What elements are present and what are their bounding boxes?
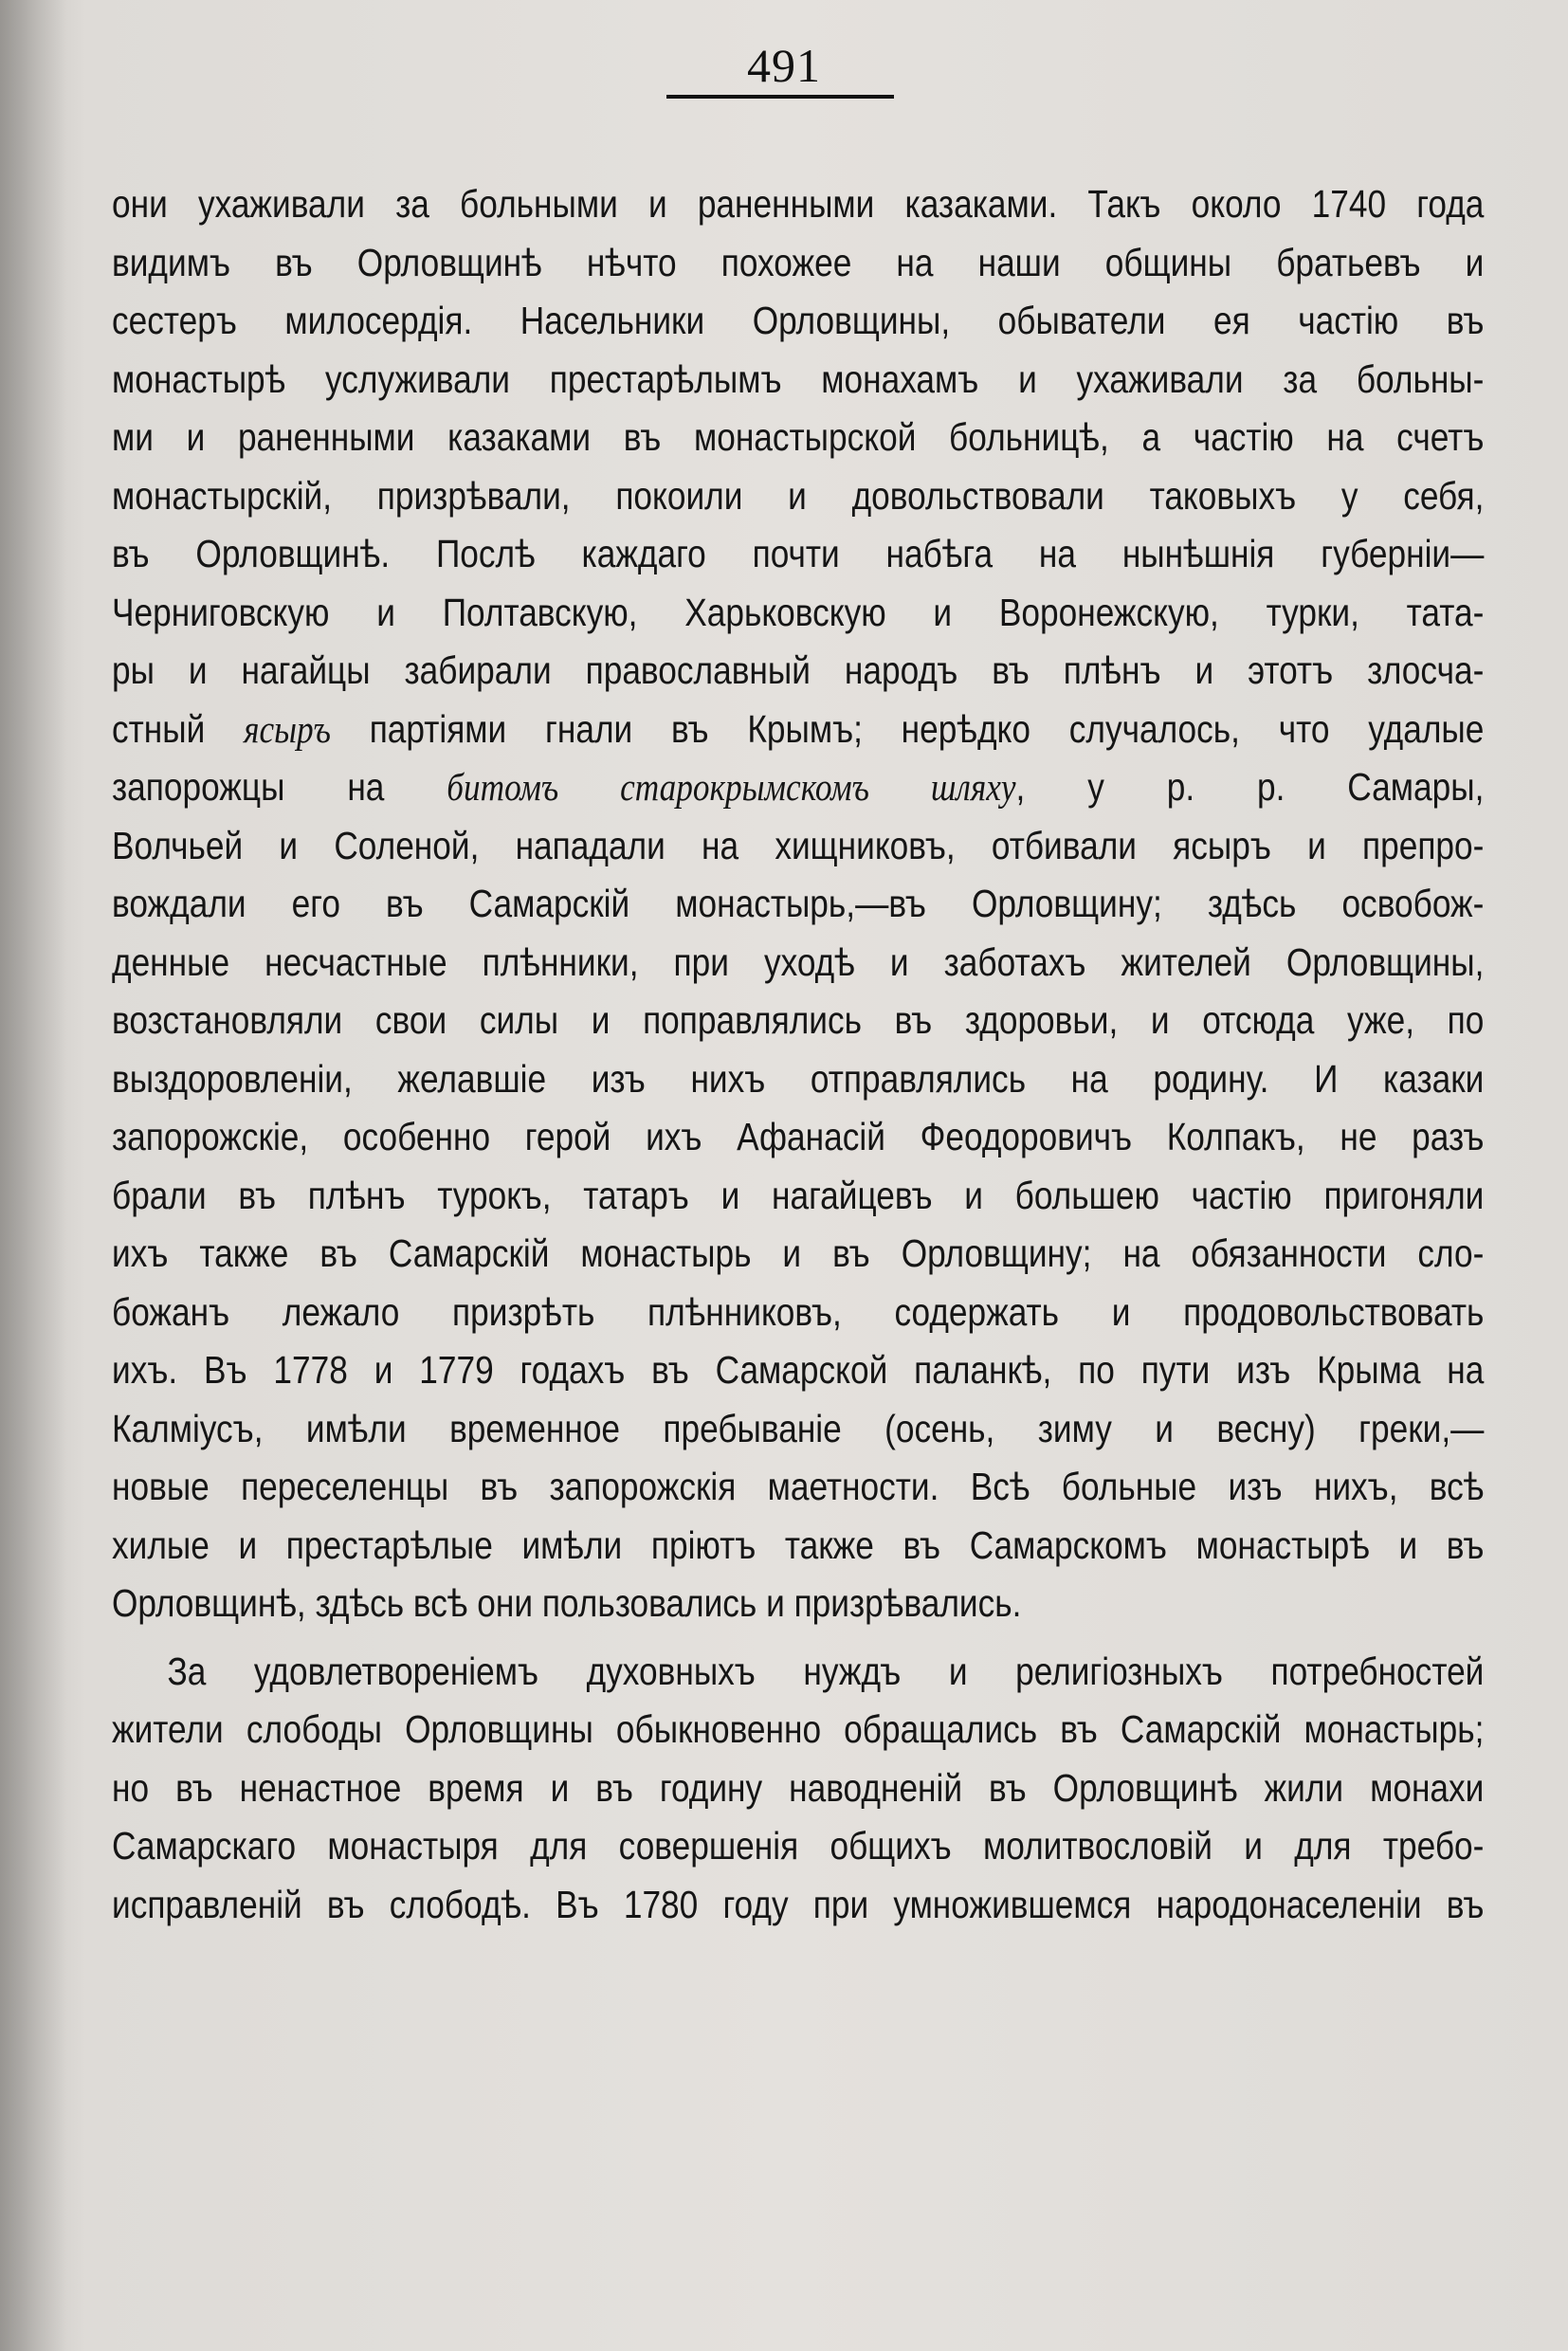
- text-line: сестеръ милосердія. Насельники Орловщины, обыватели ея частію въ: [112, 299, 1485, 342]
- text-line: жители слободы Орловщины обыкновенно обращались въ Самарскій монастырь;: [112, 1707, 1485, 1751]
- text-line: божанъ лежало призрѣть плѣнниковъ, содержать и продовольствовать: [112, 1289, 1485, 1334]
- text-line: За удовлетвореніемъ духовныхъ нуждъ и религіозныхъ потребностей: [167, 1649, 1485, 1693]
- text-line: запорожскіе, особенно герой ихъ Афанасій Феодоровичъ Колпакъ, не разъ: [112, 1115, 1485, 1158]
- text-line: новые переселенцы въ запорожскія маетности. Всѣ больные изъ нихъ, всѣ: [112, 1465, 1485, 1508]
- text-line: ихъ также въ Самарскій монастырь и въ Орловщину; на обязанности сло-: [112, 1231, 1485, 1275]
- page-number: 491: [747, 39, 821, 92]
- text-line: Калміусъ, имѣли временное пребываніе (осень, зиму и весну) греки,—: [112, 1406, 1485, 1450]
- gutter-shadow: [0, 0, 66, 2351]
- page-number-underline: [666, 95, 894, 99]
- text-line: возстановляли свои силы и поправлялись въ здоровьи, и отсюда уже, по: [112, 998, 1485, 1042]
- paragraph-1: [112, 175, 1485, 1633]
- text-line: хилые и престарѣлые имѣли пріютъ также въ Самарскомъ монастырѣ и въ: [112, 1522, 1485, 1567]
- italic-phrase: ясыръ: [244, 706, 331, 751]
- body-text: [112, 175, 1485, 1934]
- text-line: ихъ. Въ 1778 и 1779 годахъ въ Самарской паланкѣ, по пути изъ Крыма на: [112, 1348, 1485, 1392]
- text-line: но въ ненастное время и въ годину наводненій въ Орловщинѣ жили монахи: [112, 1765, 1485, 1810]
- text-line: Орловщинѣ, здѣсь всѣ они пользовались и призрѣвались.: [112, 1581, 1022, 1625]
- text-line: исправленій въ слободѣ. Въ 1780 году при умножившемся народонаселеніи въ: [112, 1882, 1485, 1926]
- text-line: они ухаживали за больными и раненными казаками. Такъ около 1740 года: [112, 182, 1485, 226]
- text-line: выздоровленіи, желавшіе изъ нихъ отправлялись на родину. И казаки: [112, 1056, 1485, 1101]
- paragraph-2: [112, 1643, 1485, 1935]
- text-line: запорожцы на битомъ старокрымскомъ шляху, у р. р. Самары,: [112, 765, 1485, 809]
- text-line: стный ясыръ партіями гнали въ Крымъ; нерѣдко случалось, что удалые: [112, 706, 1485, 751]
- text-line: видимъ въ Орловщинѣ нѣчто похожее на наши общины братьевъ и: [112, 240, 1485, 284]
- text-line: Волчьей и Соленой, нападали на хищниковъ, отбивали ясыръ и препро-: [112, 823, 1485, 867]
- text-line: монастырѣ услуживали престарѣлымъ монахамъ и ухаживали за больны-: [112, 356, 1485, 401]
- text-line: денные несчастные плѣнники, при уходѣ и заботахъ жителей Орловщины,: [112, 939, 1485, 984]
- text-line: вождали его въ Самарскій монастырь,—въ Орловщину; здѣсь освобож-: [112, 882, 1485, 925]
- italic-phrase: битомъ старокрымскомъ шляху: [447, 765, 1016, 809]
- text-line: ры и нагайцы забирали православный народъ въ плѣнъ и этотъ злосча-: [112, 648, 1485, 692]
- text-line: Самарскаго монастыря для совершенія общихъ молитвословій и для требо-: [112, 1824, 1485, 1868]
- text-line: въ Орловщинѣ. Послѣ каждаго почти набѣга на нынѣшнія губерніи—: [112, 532, 1485, 575]
- text-line: ми и раненными казаками въ монастырской больницѣ, а частію на счетъ: [112, 415, 1485, 459]
- text-line: монастырскій, призрѣвали, покоили и довольствовали таковыхъ у себя,: [112, 473, 1485, 518]
- text-line: брали въ плѣнъ турокъ, татаръ и нагайцевъ и большею частію пригоняли: [112, 1173, 1485, 1217]
- text-line: Черниговскую и Полтавскую, Харьковскую и Воронежскую, турки, тата-: [112, 590, 1485, 634]
- paragraph-gap: [112, 1633, 1485, 1643]
